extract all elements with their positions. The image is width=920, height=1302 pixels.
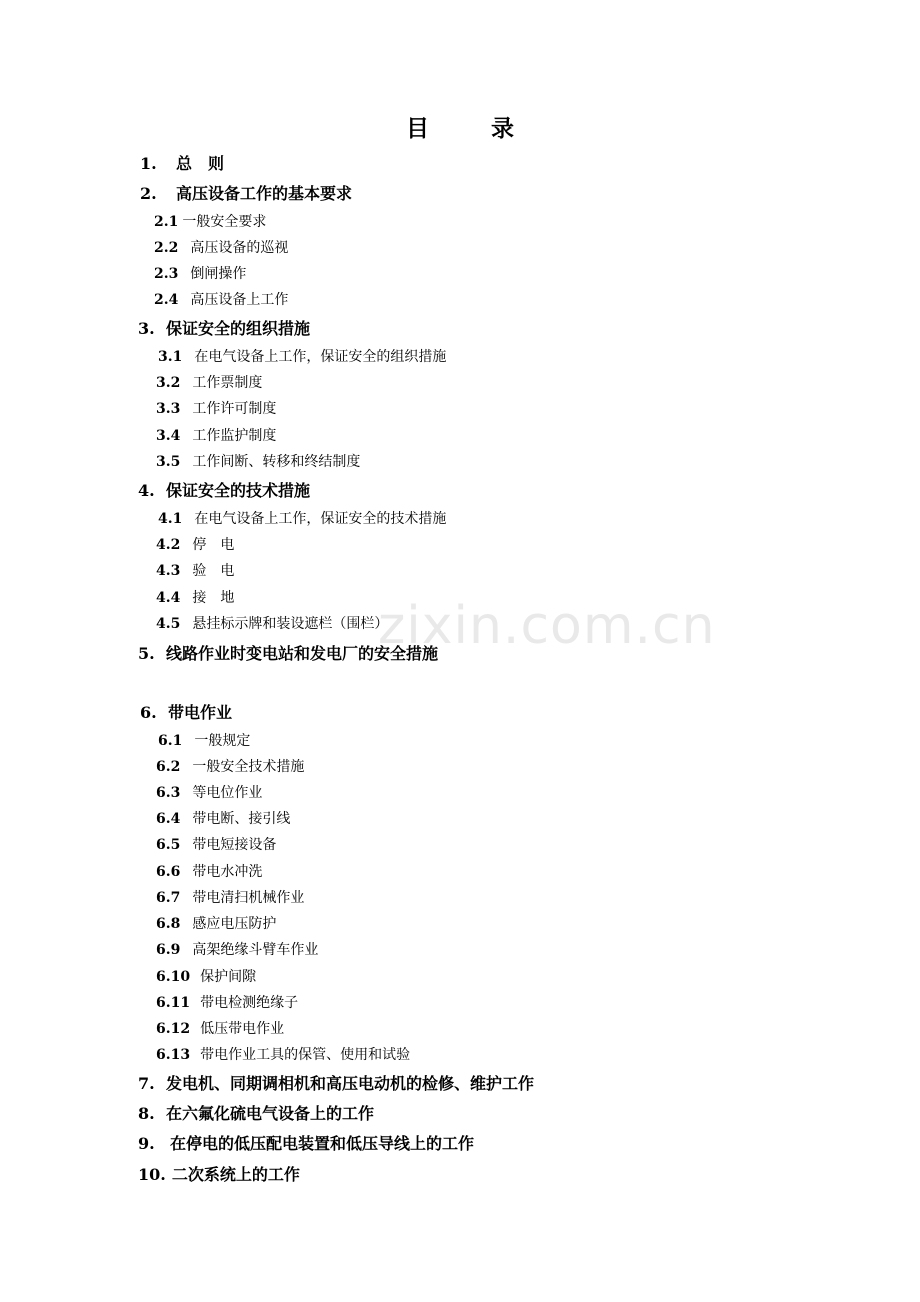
toc-text: 验 电 (192, 563, 235, 579)
toc-section (158, 347, 446, 367)
toc-section (156, 783, 262, 803)
toc-number: 6.4 (156, 811, 181, 827)
toc-section (156, 588, 234, 608)
toc-text: 高压设备的巡视 (190, 240, 289, 256)
toc-text: 线路作业时变电站和发电厂的安全措施 (166, 644, 439, 663)
toc-section (158, 731, 250, 751)
toc-number: 2.2 (154, 240, 179, 256)
toc-number: 4.4 (156, 590, 181, 606)
toc-chapter (138, 1073, 534, 1095)
toc-chapter (138, 1133, 474, 1155)
toc-text: 带电清扫机械作业 (192, 890, 305, 906)
toc-number: 3.3 (156, 401, 181, 417)
toc-number: 4. (138, 481, 155, 500)
toc-text: 倒闸操作 (190, 266, 247, 282)
toc-section (156, 399, 276, 419)
toc-text: 高架绝缘斗臂车作业 (192, 942, 319, 958)
watermark: zixin.com.cn (378, 596, 716, 656)
toc-section (156, 940, 318, 960)
toc-number: 4.5 (156, 616, 181, 632)
toc-chapter (138, 643, 438, 665)
toc-text: 悬挂标示牌和装设遮栏（围栏） (192, 616, 389, 632)
toc-text: 一般安全要求 (182, 214, 267, 230)
toc-text: 带电检测绝缘子 (200, 995, 299, 1011)
toc-text: 工作监护制度 (192, 428, 277, 444)
toc-text: 高压设备上工作 (190, 292, 289, 308)
toc-number: 4.3 (156, 563, 181, 579)
toc-text: 保证安全的组织措施 (166, 319, 311, 338)
toc-section (156, 757, 304, 777)
toc-section (154, 212, 266, 232)
toc-section (158, 509, 446, 529)
toc-number: 3. (138, 319, 155, 338)
toc-number: 2.4 (154, 292, 179, 308)
toc-text: 工作许可制度 (192, 401, 277, 417)
toc-section (156, 426, 276, 446)
toc-number: 1. (140, 154, 157, 173)
toc-number: 3.2 (156, 375, 181, 391)
toc-text: 保证安全的技术措施 (166, 481, 311, 500)
toc-text: 工作间断、转移和终结制度 (192, 454, 361, 470)
toc-number: 6.7 (156, 890, 181, 906)
toc-text: 总 则 (176, 154, 225, 173)
toc-section (156, 535, 234, 555)
toc-number: 2. (140, 184, 157, 203)
toc-text: 二次系统上的工作 (171, 1165, 300, 1184)
toc-section (154, 290, 288, 310)
toc-number: 2.1 (154, 214, 179, 230)
toc-number: 2.3 (154, 266, 179, 282)
toc-text: 带电作业 (168, 703, 233, 722)
toc-number: 4.1 (158, 511, 183, 527)
toc-section (154, 238, 288, 258)
toc-number: 3.5 (156, 454, 181, 470)
toc-text: 保护间隙 (200, 969, 257, 985)
toc-section (156, 614, 388, 634)
toc-number: 6.2 (156, 759, 181, 775)
toc-number: 6.12 (156, 1021, 191, 1037)
toc-section (156, 452, 360, 472)
toc-text: 在电气设备上工作，保证安全的技术措施 (194, 511, 447, 527)
toc-text: 一般安全技术措施 (192, 759, 305, 775)
toc-section (156, 888, 304, 908)
toc-section (156, 809, 290, 829)
toc-section (156, 835, 276, 855)
toc-section (156, 1019, 284, 1039)
toc-number: 6.10 (156, 969, 191, 985)
toc-text: 停 电 (192, 537, 235, 553)
toc-number: 7. (138, 1074, 155, 1093)
toc-number: 10. (138, 1165, 166, 1184)
toc-section (156, 914, 276, 934)
toc-text: 在停电的低压配电装置和低压导线上的工作 (170, 1134, 475, 1153)
toc-chapter (138, 318, 310, 340)
toc-section (156, 561, 234, 581)
toc-number: 6.9 (156, 942, 181, 958)
page-title: 目录 (406, 115, 576, 142)
toc-text: 高压设备工作的基本要求 (176, 184, 353, 203)
toc-number: 6.11 (156, 995, 191, 1011)
toc-text: 感应电压防护 (192, 916, 277, 932)
toc-number: 6.1 (158, 733, 183, 749)
toc-number: 4.2 (156, 537, 181, 553)
toc-text: 带电作业工具的保管、使用和试验 (200, 1047, 411, 1063)
toc-number: 6.8 (156, 916, 181, 932)
toc-text: 工作票制度 (192, 375, 263, 391)
toc-chapter (138, 480, 310, 502)
toc-number: 6.13 (156, 1047, 191, 1063)
toc-section (156, 967, 256, 987)
toc-number: 3.4 (156, 428, 181, 444)
toc-text: 在六氟化硫电气设备上的工作 (166, 1104, 375, 1123)
toc-section (156, 1045, 410, 1065)
toc-text: 接 地 (192, 590, 235, 606)
toc-text: 在电气设备上工作，保证安全的组织措施 (194, 349, 447, 365)
toc-text: 一般规定 (194, 733, 251, 749)
toc-chapter (140, 153, 224, 175)
toc-chapter (138, 1103, 374, 1125)
toc-text: 带电断、接引线 (192, 811, 291, 827)
toc-chapter (140, 183, 352, 205)
toc-section (156, 373, 262, 393)
toc-text: 带电短接设备 (192, 837, 277, 853)
toc-section (156, 993, 298, 1013)
toc-section (154, 264, 246, 284)
toc-number: 6.3 (156, 785, 181, 801)
toc-number: 6.6 (156, 864, 181, 880)
toc-number: 8. (138, 1104, 155, 1123)
toc-number: 6.5 (156, 837, 181, 853)
toc-chapter (138, 1164, 300, 1186)
toc-number: 6. (140, 703, 157, 722)
toc-text: 发电机、同期调相机和高压电动机的检修、维护工作 (166, 1074, 535, 1093)
toc-chapter (140, 702, 232, 724)
toc-number: 9. (138, 1134, 155, 1153)
toc-text: 等电位作业 (192, 785, 263, 801)
toc-number: 5. (138, 644, 155, 663)
toc-text: 带电水冲洗 (192, 864, 263, 880)
toc-number: 3.1 (158, 349, 183, 365)
toc-section (156, 862, 262, 882)
toc-text: 低压带电作业 (200, 1021, 285, 1037)
